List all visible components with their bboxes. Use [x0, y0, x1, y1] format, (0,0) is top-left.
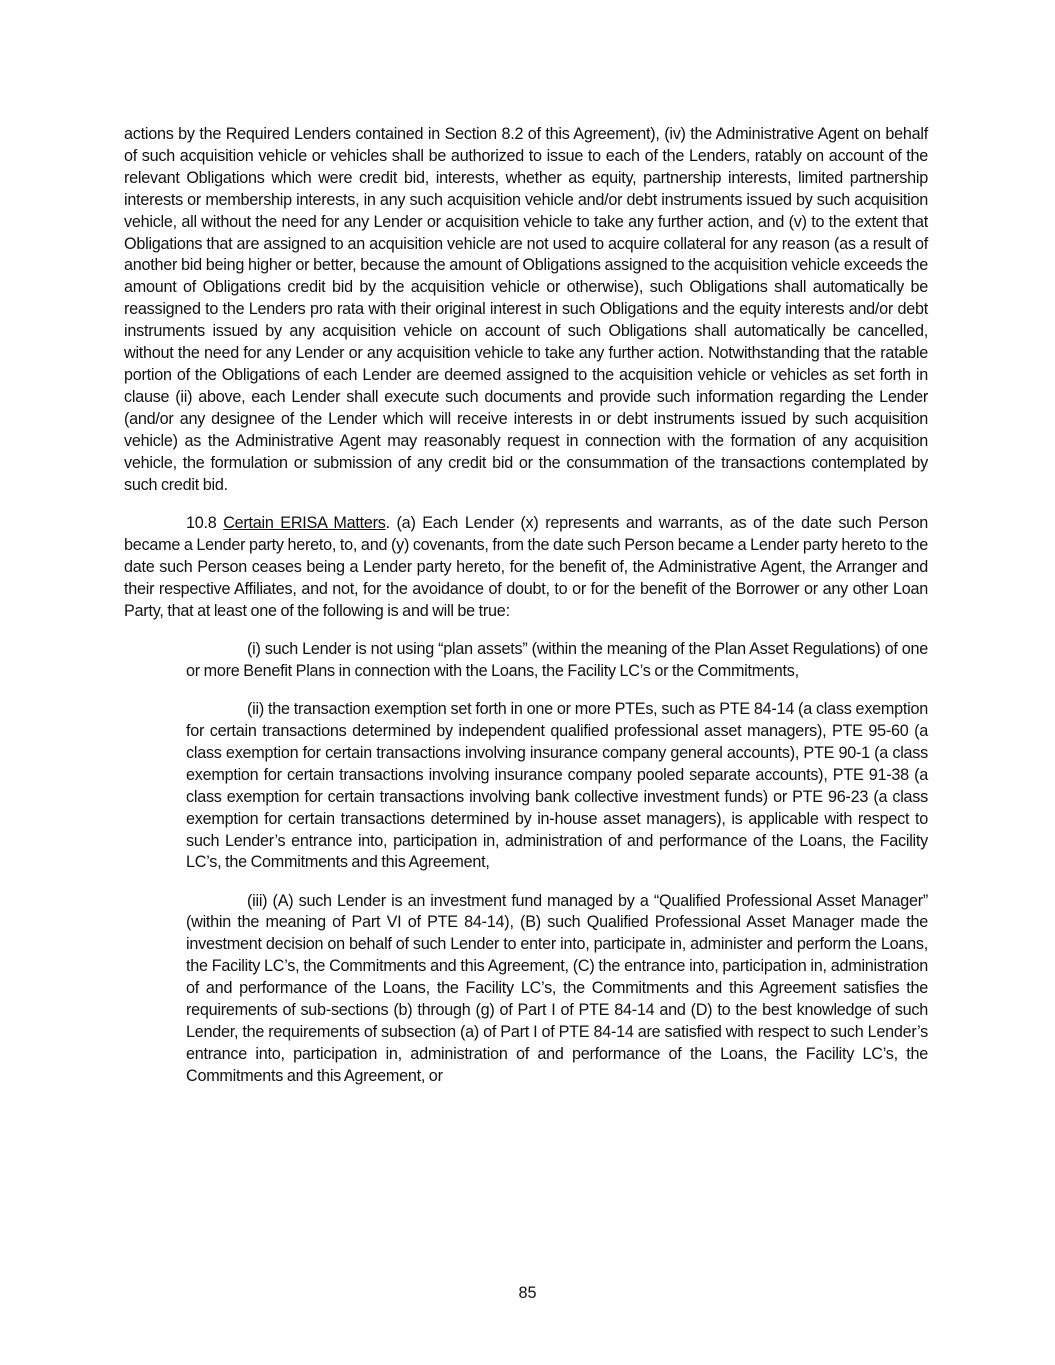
section-intro-text: . (a) Each Lender (x) represents and warrants, as of the date such Person became a Lender party hereto, to, and (y) covenants, from the date such Person became a Lender party hereto to the date such Person ceases being a Lender party hereto, for the benefit of, the Administrative Agent, the Arranger and their respective Affiliates, and not, for the avoidance of doubt, to or for the benefit of the Borrower or any other Loan Party, that at least one of the following is and will be true:	[124, 514, 928, 621]
section-10-8-paragraph	[124, 513, 928, 623]
section-number: 10.8	[186, 514, 224, 533]
page-number: 85	[518, 1284, 537, 1302]
clause-ii: (ii) the transaction exemption set forth in one or more PTEs, such as PTE 84-14 (a class exemption for certain transactions determined by independent qualified professional asset managers), PTE 95-60 (a class exemption for certain transactions involving insurance company general accounts), PTE 90-1 (a class exemption for certain transactions involving insurance company pooled separate accounts), PTE 91-38 (a class exemption for certain transactions involving bank collective investment funds) or PTE 96-23 (a class exemption for certain transactions determined by in-house asset managers), is applicable with respect to such Lender’s entrance into, participation in, administration of and performance of the Loans, the Facility LC’s, the Commitments and this Agreement,	[186, 700, 928, 872]
clause-i: (i) such Lender is not using “plan assets” (within the meaning of the Plan Asset Regulations) of one or more Benefit Plans in connection with the Loans, the Facility LC’s or the Commitments,	[186, 640, 928, 681]
document-page	[124, 124, 928, 1104]
paragraph-continuation: actions by the Required Lenders contained in Section 8.2 of this Agreement), (iv) the Administrative Agent on behalf of such acquisition vehicle or vehicles shall be authorized to issue to each of the Lenders, ratably on account of the relevant Obligations which were credit bid, interests, whether as equity, partnership interests, limited partnership interests or membership interests, in any such acquisition vehicle and/or debt instruments issued by such acquisition vehicle, all without the need for any Lender or acquisition vehicle to take any further action, and (v) to the extent that Obligations that are assigned to an acquisition vehicle are not used to acquire collateral for any reason (as a result of another bid being higher or better, because the amount of Obligations assigned to the acquisition vehicle exceeds the amount of Obligations credit bid by the acquisition vehicle or otherwise), such Obligations shall automatically be reassigned to the Lenders pro rata with their original interest in such Obligations and the equity interests and/or debt instruments issued by any acquisition vehicle on account of such Obligations shall automatically be cancelled, without the need for any Lender or any acquisition vehicle to take any further action. Notwithstanding that the ratable portion of the Obligations of each Lender are deemed assigned to the acquisition vehicle or vehicles as set forth in clause (ii) above, each Lender shall execute such documents and provide such information regarding the Lender (and/or any designee of the Lender which will receive interests in or debt instruments issued by such acquisition vehicle) as the Administrative Agent may reasonably request in connection with the formation of any acquisition vehicle, the formulation or submission of any credit bid or the consummation of the transactions contemplated by such credit bid.	[124, 125, 928, 494]
section-heading: Certain ERISA Matters	[223, 514, 386, 533]
clause-iii: (iii) (A) such Lender is an investment fund managed by a “Qualified Professional Asset Manager” (within the meaning of Part VI of PTE 84-14), (B) such Qualified Professional Asset Manager made the investment decision on behalf of such Lender to enter into, participate in, administer and perform the Loans, the Facility LC’s, the Commitments and this Agreement, (C) the entrance into, participation in, administration of and performance of the Loans, the Facility LC’s, the Commitments and this Agreement satisfies the requirements of sub-sections (b) through (g) of Part I of PTE 84-14 and (D) to the best knowledge of such Lender, the requirements of subsection (a) of Part I of PTE 84-14 are satisfied with respect to such Lender’s entrance into, participation in, administration of and performance of the Loans, the Facility LC’s, the Commitments and this Agreement, or	[186, 891, 928, 1085]
